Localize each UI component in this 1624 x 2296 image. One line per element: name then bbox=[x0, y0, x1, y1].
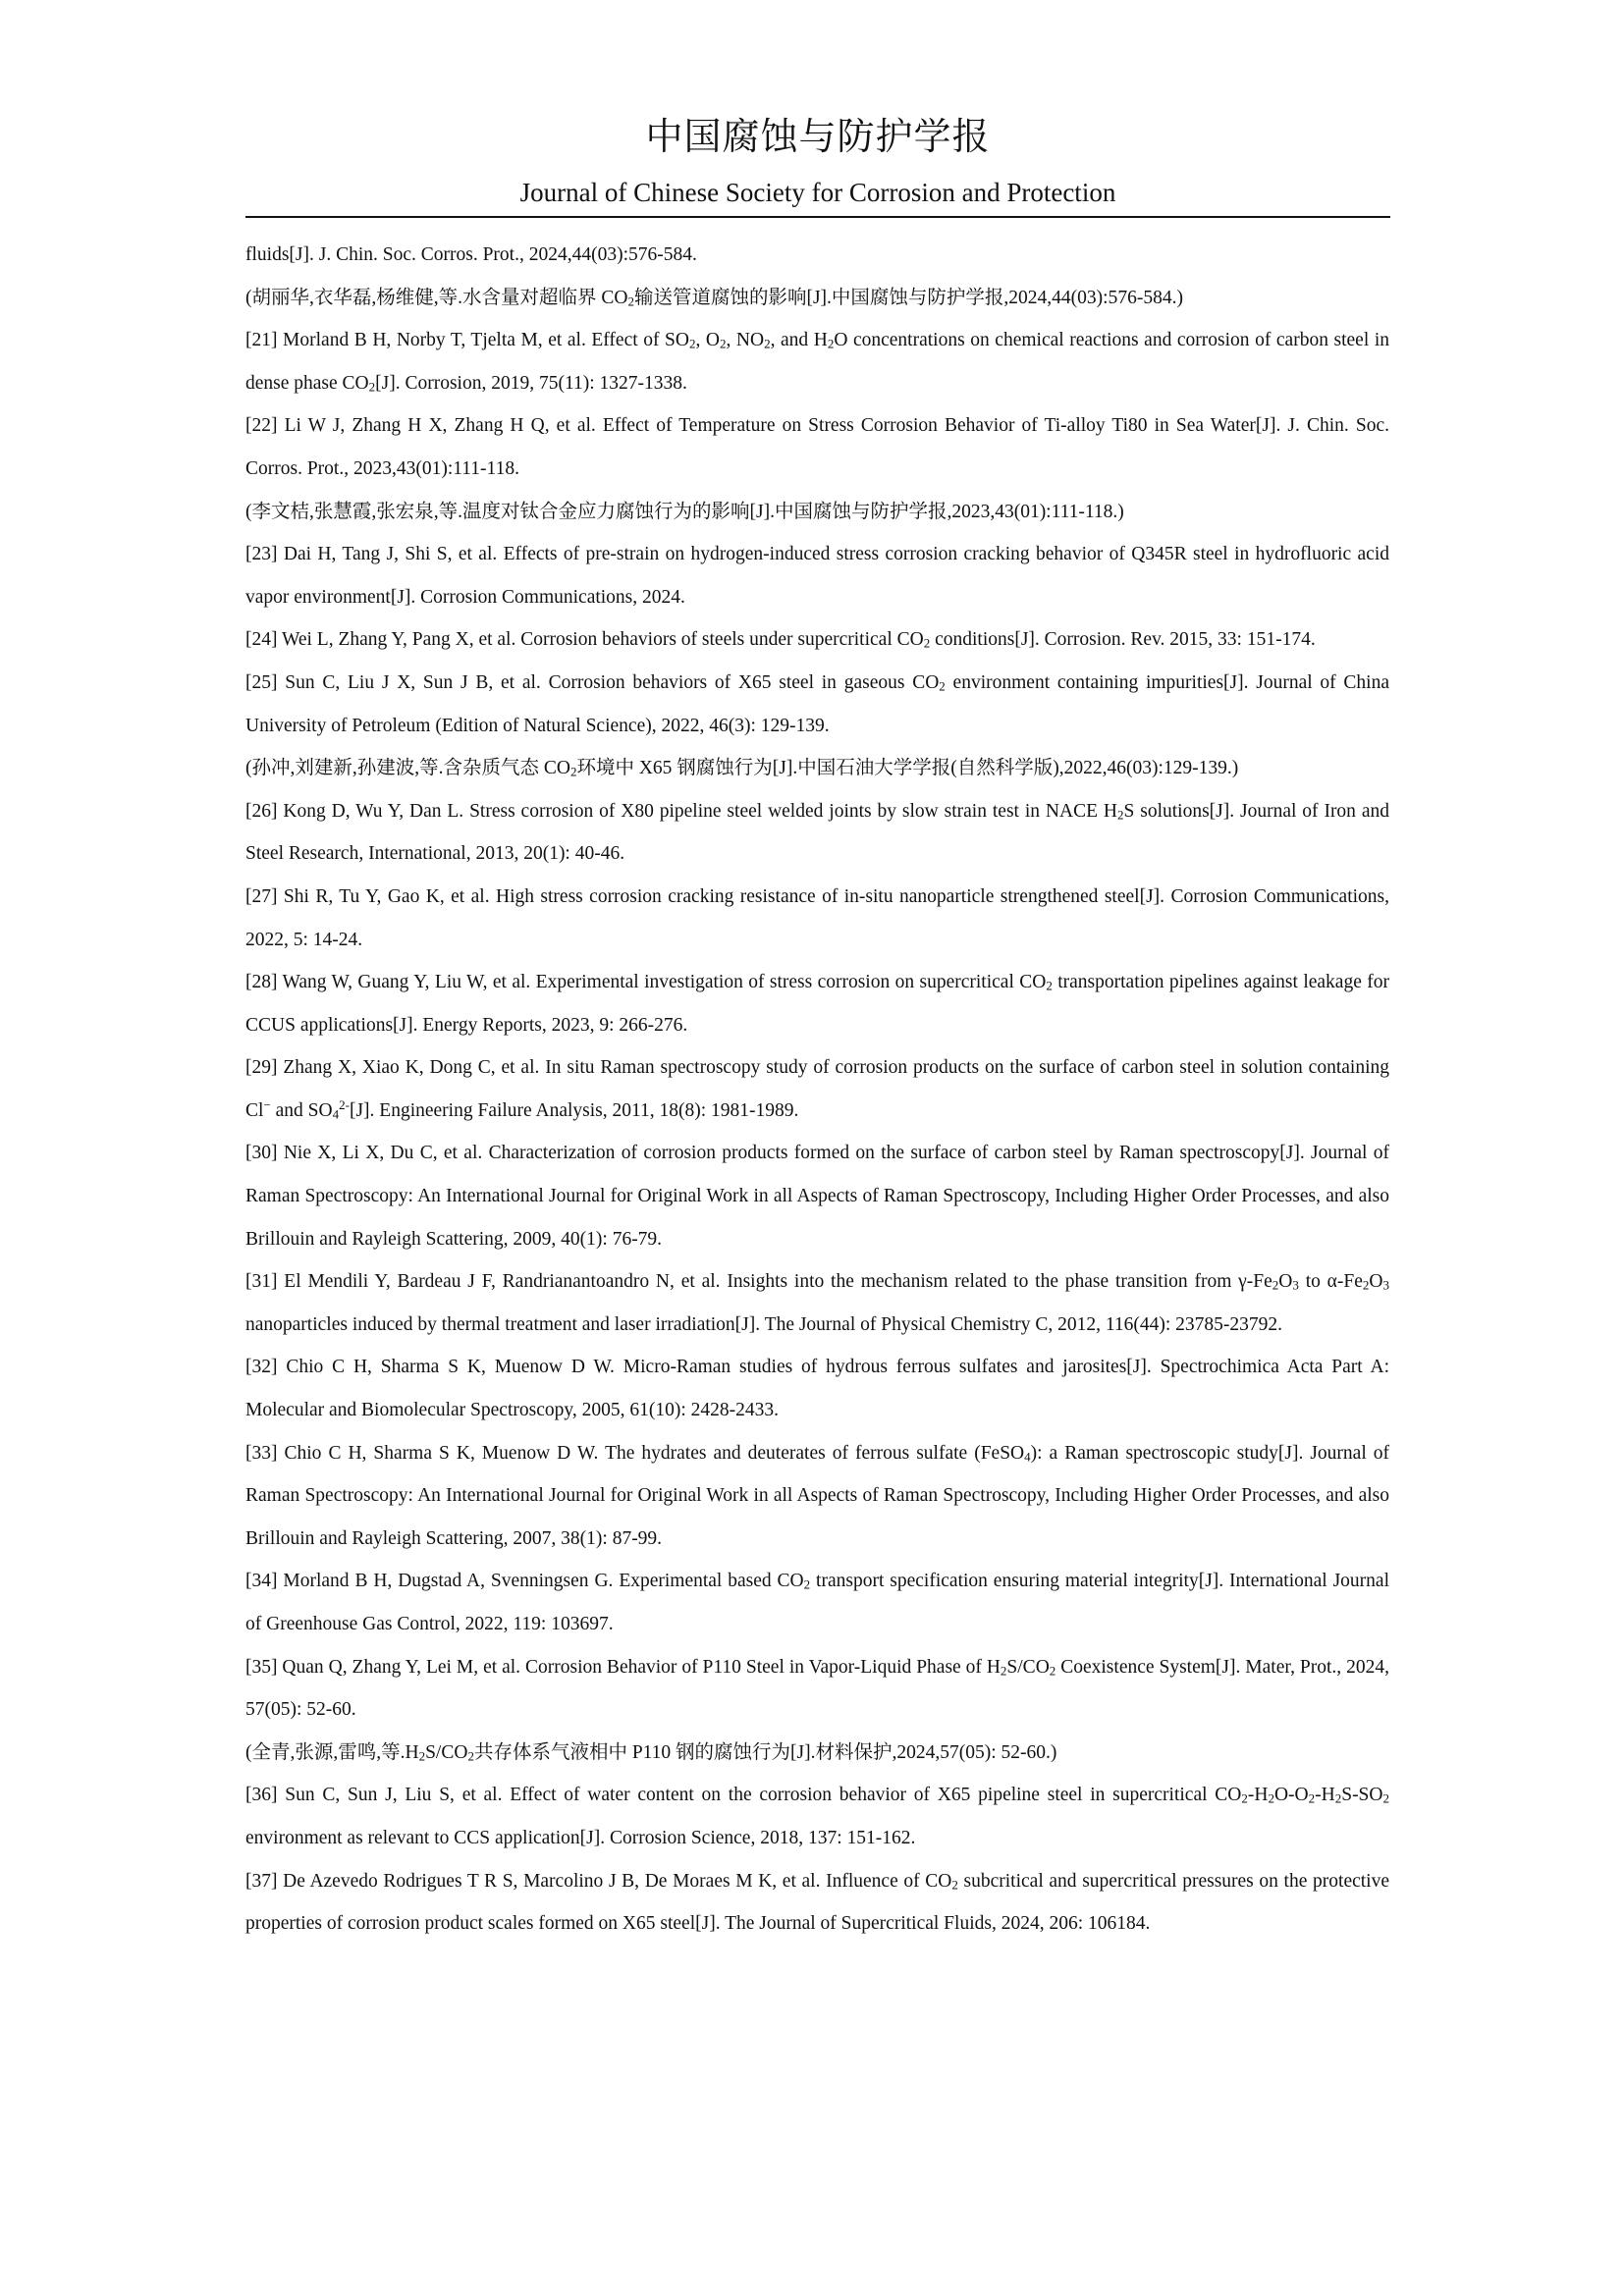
ref-text-segment: and SO bbox=[270, 1099, 333, 1121]
ref-text-segment: 2 bbox=[688, 336, 696, 351]
ref-text-segment: [30] Nie X, Li X, Du C, et al. Characterization of corrosion products formed on the surface of carbon steel by Raman spectroscopy[J]. Journal of Raman Spectroscopy: An International Journal for Original Work in all Aspects of Raman Spectroscopy, Including Higher Order Processes, and also Brillouin and Rayleigh Scattering, 2009, 40(1): 76-79. bbox=[245, 1143, 1389, 1250]
ref-text-segment: subcritical and supercritical pressures on the protective properties of corrosion product scales formed on X65 steel[J]. The Journal of Supercritical Fluids, 2024, 206: 106184. bbox=[245, 1870, 1389, 1935]
ref-text-segment: transport specification ensuring material integrity[J]. International Journal of Greenhouse Gas Control, 2022, 119: 103697. bbox=[245, 1571, 1389, 1634]
ref-text-segment: environment containing impurities[J]. Journal of China University of Petroleum (Edition of Natural Science), 2022, 46(3): 129-139. bbox=[245, 671, 1390, 736]
ref-text-segment: (胡丽华,衣华磊,杨维健,等.水含量对超临界 CO bbox=[245, 287, 628, 308]
journal-header bbox=[245, 110, 1390, 210]
ref-35 bbox=[245, 1646, 1389, 1732]
ref-21 bbox=[245, 319, 1389, 404]
ref-text-segment: [J]. Corrosion, 2019, 75(11): 1327-1338. bbox=[375, 372, 687, 394]
ref-text-segment: , NO bbox=[726, 330, 765, 351]
reference-list bbox=[245, 234, 1389, 1946]
ref-text-segment: 3 bbox=[1292, 1277, 1299, 1293]
ref-text-segment: 2 bbox=[1116, 807, 1124, 823]
ref-text-segment: to α-Fe bbox=[1298, 1271, 1363, 1293]
ref-text-segment: , and H bbox=[770, 330, 828, 351]
ref-text-segment: [27] Shi R, Tu Y, Gao K, et al. High stress corrosion cracking resistance of in-situ nanoparticle strengthened steel[J]. Corrosion Communications, 2022, 5: 14-24. bbox=[245, 885, 1389, 950]
ref-text-segment: 2 bbox=[1334, 1790, 1342, 1806]
ref-text-segment: [36] Sun C, Sun J, Liu S, et al. Effect of water content on the corrosion behavior of X65 pipeline steel in supercritical CO bbox=[245, 1785, 1242, 1806]
ref-24 bbox=[245, 618, 1389, 662]
ref-text-segment: O-O bbox=[1273, 1785, 1309, 1806]
ref-text-segment: nanoparticles induced by thermal treatment and laser irradiation[J]. The Journal of Physical Chemistry C, 2012, 116(44): 23785-23792. bbox=[245, 1313, 1282, 1335]
ref-text-segment: 共存体系气液相中 P110 钢的腐蚀行为[J].材料保护,2024,57(05): 52-60.) bbox=[473, 1741, 1057, 1763]
ref-text-segment: 2 bbox=[627, 294, 634, 309]
ref-text-segment: [23] Dai H, Tang J, Shi S, et al. Effects of pre-strain on hydrogen-induced stress corrosion cracking behavior of Q345R steel in hydrofluoric acid vapor environment[J]. Corrosion Communications, 2024. bbox=[245, 544, 1389, 608]
ref-text-segment: [29] Zhang X, Xiao K, Dong C, et al. In situ Raman spectroscopy study of corrosion products on the surface of carbon steel in solution containing Cl bbox=[245, 1057, 1389, 1121]
ref-text-segment: 输送管道腐蚀的影响[J].中国腐蚀与防护学报,2024,44(03):576-584.) bbox=[633, 287, 1183, 308]
ref-text-segment: 2 bbox=[1272, 1277, 1279, 1293]
ref-29 bbox=[245, 1046, 1389, 1132]
ref-text-segment: [25] Sun C, Liu J X, Sun J B, et al. Corrosion behaviors of X65 steel in gaseous CO bbox=[245, 671, 940, 693]
ref-25-cn bbox=[245, 747, 1389, 790]
ref-text-segment: 2 bbox=[1268, 1790, 1274, 1806]
ref-text-segment: O concentrations on chemical reactions and corrosion of carbon steel in dense phase CO bbox=[245, 330, 1389, 394]
ref-text-segment: 4 bbox=[332, 1106, 340, 1122]
ref-text-segment: -H bbox=[1247, 1785, 1269, 1806]
ref-text-segment: (全青,张源,雷鸣,等.H bbox=[245, 1741, 419, 1763]
ref-32 bbox=[245, 1346, 1389, 1431]
ref-20-cn bbox=[245, 277, 1389, 320]
ref-27 bbox=[245, 876, 1389, 961]
ref-text-segment: S solutions[J]. Journal of Iron and Steel Research, International, 2013, 20(1): 40-46. bbox=[245, 800, 1389, 865]
ref-text-segment: 2 bbox=[467, 1748, 474, 1764]
ref-text-segment: [32] Chio C H, Sharma S K, Muenow D W. Micro-Raman studies of hydrous ferrous sulfates and jarosites[J]. Spectrochimica Acta Part A: Molecular and Biomolecular Spectroscopy, 2005, 61(10): 2428-2433. bbox=[245, 1357, 1389, 1421]
ref-text-segment: [26] Kong D, Wu Y, Dan L. Stress corrosion of X80 pipeline steel welded joints by slow strain test in NACE H bbox=[245, 800, 1117, 822]
ref-text-segment: 2 bbox=[719, 336, 727, 351]
ref-text-segment: O bbox=[1278, 1271, 1293, 1293]
ref-35-cn bbox=[245, 1732, 1389, 1775]
ref-text-segment: [33] Chio C H, Sharma S K, Muenow D W. The hydrates and deuterates of ferrous sulfate (FeSO bbox=[245, 1442, 1025, 1464]
ref-text-segment: 2 bbox=[368, 379, 376, 395]
journal-title-english: Journal of Chinese Society for Corrosion and Protection bbox=[519, 178, 1116, 207]
ref-text-segment: 2 bbox=[1000, 1663, 1007, 1679]
ref-text-segment: S-SO bbox=[1341, 1785, 1383, 1806]
ref-37 bbox=[245, 1860, 1389, 1946]
ref-23 bbox=[245, 533, 1389, 618]
ref-text-segment: [31] El Mendili Y, Bardeau J F, Randrianantoandro N, et al. Insights into the mechanism related to the phase transition from γ-Fe bbox=[245, 1271, 1272, 1293]
ref-text-segment: [28] Wang W, Guang Y, Liu W, et al. Experimental investigation of stress corrosion on supercritical CO bbox=[245, 972, 1047, 993]
ref-text-segment: 2 bbox=[1308, 1790, 1316, 1806]
ref-text-segment: 环境中 X65 钢腐蚀行为[J].中国石油大学学报(自然科学版),2022,46(03):129-139.) bbox=[576, 758, 1239, 779]
ref-text-segment: [22] Li W J, Zhang H X, Zhang H Q, et al. Effect of Temperature on Stress Corrosion Behavior of Ti-alloy Ti80 in Sea Water[J]. J. Chin. Soc. Corros. Prot., 2023,43(01):111-118. bbox=[245, 415, 1389, 479]
ref-text-segment: 2 bbox=[764, 336, 771, 351]
ref-36 bbox=[245, 1774, 1389, 1859]
ref-text-segment: 2 bbox=[951, 1877, 958, 1893]
ref-text-segment: 3 bbox=[1382, 1277, 1389, 1293]
ref-text-segment: 2 bbox=[418, 1748, 426, 1764]
ref-text-segment: [J]. Engineering Failure Analysis, 2011, 18(8): 1981-1989. bbox=[349, 1099, 799, 1121]
ref-text-segment: 2 bbox=[827, 336, 835, 351]
ref-34 bbox=[245, 1560, 1389, 1645]
ref-text-segment: − bbox=[263, 1096, 271, 1112]
ref-30 bbox=[245, 1132, 1389, 1260]
ref-text-segment: 2 bbox=[569, 764, 577, 779]
ref-33 bbox=[245, 1432, 1389, 1561]
ref-text-segment: , O bbox=[695, 330, 720, 351]
ref-text-segment: 2 bbox=[1049, 1663, 1056, 1679]
ref-20-tail bbox=[245, 234, 1389, 277]
ref-text-segment: fluids[J]. J. Chin. Soc. Corros. Prot., 2024,44(03):576-584. bbox=[245, 244, 697, 265]
ref-text-segment: 4 bbox=[1024, 1449, 1031, 1465]
ref-text-segment: -H bbox=[1315, 1785, 1335, 1806]
ref-text-segment: 2- bbox=[339, 1096, 350, 1112]
ref-28 bbox=[245, 961, 1389, 1046]
ref-25 bbox=[245, 662, 1389, 747]
ref-text-segment: S/CO bbox=[425, 1741, 468, 1763]
ref-text-segment: conditions[J]. Corrosion. Rev. 2015, 33: 151-174. bbox=[930, 629, 1316, 651]
ref-31 bbox=[245, 1260, 1389, 1346]
journal-title-chinese: 中国腐蚀与防护学报 bbox=[645, 117, 991, 158]
ref-text-segment: [21] Morland B H, Norby T, Tjelta M, et al. Effect of SO bbox=[245, 330, 689, 351]
ref-text-segment: (孙冲,刘建新,孙建波,等.含杂质气态 CO bbox=[245, 758, 570, 779]
ref-text-segment: 2 bbox=[1046, 978, 1053, 993]
ref-text-segment: [34] Morland B H, Dugstad A, Svenningsen G. Experimental based CO bbox=[245, 1571, 804, 1592]
ref-text-segment: O bbox=[1369, 1271, 1383, 1293]
ref-text-segment: 2 bbox=[1362, 1277, 1370, 1293]
ref-text-segment: [37] De Azevedo Rodrigues T R S, Marcolino J B, De Moraes M K, et al. Influence of CO bbox=[245, 1870, 952, 1892]
ref-text-segment: environment as relevant to CCS application[J]. Corrosion Science, 2018, 137: 151-162. bbox=[245, 1827, 916, 1848]
ref-text-segment: 2 bbox=[1382, 1790, 1389, 1806]
ref-text-segment: Coexistence System[J]. Mater, Prot., 2024, 57(05): 52-60. bbox=[245, 1656, 1389, 1721]
ref-22-cn bbox=[245, 491, 1389, 534]
ref-text-segment: transportation pipelines against leakage for CCUS applications[J]. Energy Reports, 2023, 9: 266-276. bbox=[245, 972, 1389, 1036]
ref-text-segment: 2 bbox=[939, 678, 946, 694]
ref-text-segment: [24] Wei L, Zhang Y, Pang X, et al. Corrosion behaviors of steels under supercritical CO bbox=[245, 629, 924, 651]
ref-text-segment: 2 bbox=[923, 635, 931, 651]
ref-text-segment: S/CO bbox=[1006, 1656, 1050, 1678]
ref-text-segment: ): a Raman spectroscopic study[J]. Journal of Raman Spectroscopy: An International Journal for Original Work in all Aspects of Raman Spectroscopy, Including Higher Order Processes, and also Brillouin and Rayleigh Scattering, 2007, 38(1): 87-99. bbox=[245, 1442, 1389, 1549]
ref-text-segment: 2 bbox=[1241, 1790, 1248, 1806]
ref-text-segment: [35] Quan Q, Zhang Y, Lei M, et al. Corrosion Behavior of P110 Steel in Vapor-Liquid Phase of H bbox=[245, 1656, 1001, 1678]
header-rule bbox=[245, 216, 1390, 218]
ref-26 bbox=[245, 790, 1389, 876]
ref-text-segment: 2 bbox=[803, 1577, 811, 1592]
ref-text-segment: (李文桔,张慧霞,张宏泉,等.温度对钛合金应力腐蚀行为的影响[J].中国腐蚀与防护学报,2023,43(01):111-118.) bbox=[245, 501, 1124, 522]
ref-22 bbox=[245, 404, 1389, 490]
